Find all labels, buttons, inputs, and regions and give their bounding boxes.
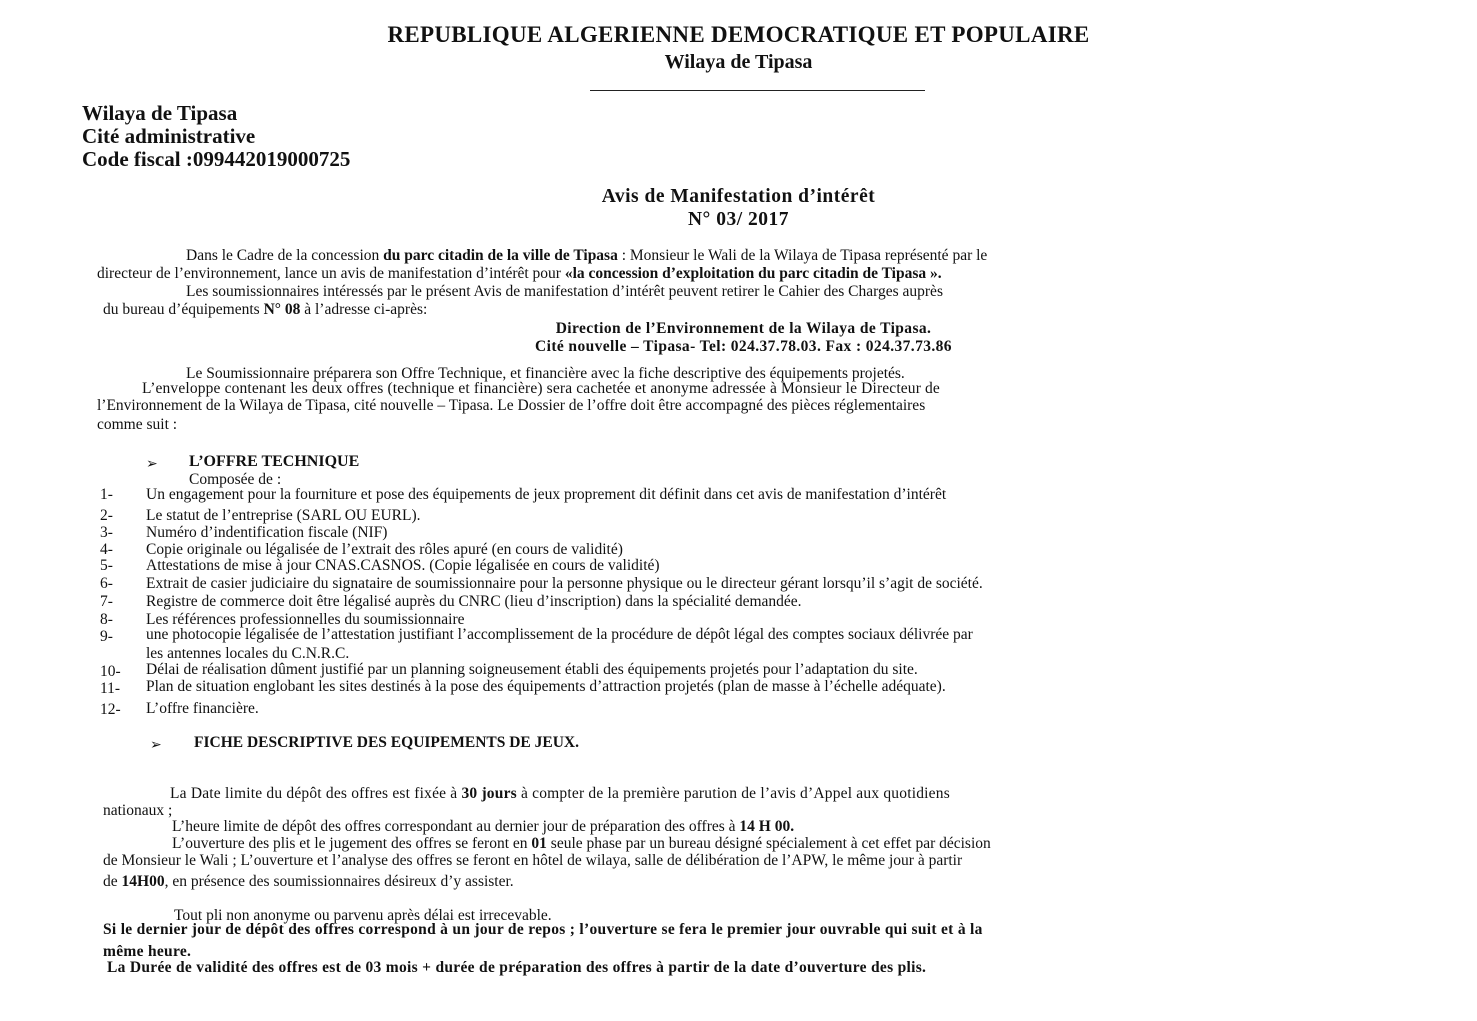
intro-text: Dans le Cadre de la concession (186, 247, 384, 264)
intro-line-2 (97, 265, 942, 283)
list-item: Plan de situation englobant les sites destinés à la pose des équipements d’attraction projetés (plan de masse à l’échelle adéquate). (146, 678, 946, 695)
list-item-number: 6- (100, 575, 113, 592)
closing-text: de (103, 873, 122, 890)
arrow-bullet-icon: ➢ (150, 738, 162, 753)
arrow-bullet-icon: ➢ (146, 457, 158, 472)
notice-number: N° 03/ 2017 (687, 209, 790, 230)
closing-text: La Date limite du dépôt des offres est fixée à (170, 785, 462, 802)
closing-text: à compter de la première parution de l’avis d’Appel aux quotidiens (516, 785, 950, 802)
opening-line-2: de Monsieur le Wali ; L’ouverture et l’analyse des offres se feront en hôtel de wilaya, salle de délibération de l’APW, le même jour à partir (103, 852, 963, 869)
list-item: Registre de commerce doit être légalisé auprès du CNRC (lieu d’inscription) dans la spécialité demandée. (146, 593, 802, 610)
header-divider (590, 90, 925, 91)
list-item: Les références professionnelles du soumissionnaire (146, 611, 465, 628)
list-item-number: 12- (100, 701, 121, 718)
list-item-number: 5- (100, 557, 113, 574)
deadline-hour-line (172, 818, 794, 836)
sender-cite: Cité administrative (82, 124, 256, 148)
intro-text: à l’adresse ci-après: (300, 301, 428, 318)
intro-line-1 (186, 247, 987, 265)
closing-text: , en présence des soumissionnaires désireux d’y assister. (164, 873, 514, 890)
intro-bold-text: «la concession d’exploitation du parc citadin de Tipasa ». (564, 265, 942, 282)
list-item: L’offre financière. (146, 700, 259, 717)
sender-code-fiscal: Code fiscal :099442019000725 (82, 147, 351, 171)
intro-line-7: l’Environnement de la Wilaya de Tipasa, cité nouvelle – Tipasa. Le Dossier de l’offre doit être accompagné des pièces réglementaires (97, 397, 926, 414)
intro-text: du bureau d’équipements (103, 301, 264, 318)
deadline-hour: 14 H 00. (739, 818, 795, 835)
validity-line: La Durée de validité des offres est de 03 mois + durée de préparation des offres à partir de la date d’ouverture des plis. (107, 959, 927, 976)
address-direction: Direction de l’Environnement de la Wilaya de Tipasa. (555, 320, 932, 337)
list-item: Le statut de l’entreprise (SARL OU EURL). (146, 507, 421, 524)
list-item-number: 4- (100, 541, 113, 558)
deadline-line-2: nationaux ; (103, 802, 173, 819)
address-contact: Cité nouvelle – Tipasa- Tel: 024.37.78.03. Fax : 024.37.73.86 (535, 338, 952, 355)
list-item-number: 2- (100, 507, 113, 524)
rest-day-line-2: même heure. (103, 943, 192, 960)
section-heading-fiche: FICHE DESCRIPTIVE DES EQUIPEMENTS DE JEUX. (194, 734, 579, 751)
phase-count: 01 (531, 835, 547, 852)
list-item-continuation: les antennes locales du C.N.R.C. (146, 645, 350, 662)
list-item-number: 11- (100, 680, 121, 697)
bureau-number: N° 08 (263, 301, 301, 318)
list-item: Extrait de casier judiciaire du signataire de soumissionnaire pour la personne physique ou le directeur gérant lorsqu’il s’agit de société. (146, 575, 983, 592)
intro-bold-text: du parc citadin de la ville de Tipasa (383, 247, 618, 264)
list-item-number: 9- (100, 628, 113, 645)
intro-line-6: L’enveloppe contenant les deux offres (technique et financière) sera cachetée et anonyme adressée à Monsieur le Directeur de (142, 380, 940, 397)
list-item-number: 1- (100, 486, 113, 503)
rest-day-line-1: Si le dernier jour de dépôt des offres correspond à un jour de repos ; l’ouverture se fera le premier jour ouvrable qui suit et à la (103, 921, 983, 938)
list-item-number: 10- (100, 663, 121, 680)
republic-heading: REPUBLIQUE ALGERIENNE DEMOCRATIQUE ET POPULAIRE (387, 22, 1090, 47)
intro-line-5: Le Soumissionnaire préparera son Offre Technique, et financière avec la fiche descriptive des équipements projetés. (186, 365, 905, 382)
closing-text: L’ouverture des plis et le jugement des offres se feront en (172, 835, 532, 852)
opening-line-1 (172, 835, 991, 853)
closing-text: seule phase par un bureau désigné spécialement à cet effet par décision (546, 835, 991, 852)
list-item-number: 3- (100, 524, 113, 541)
irrecevable-line: Tout pli non anonyme ou parvenu après délai est irrecevable. (174, 907, 552, 924)
wilaya-heading: Wilaya de Tipasa (664, 51, 813, 73)
list-item: Numéro d’indentification fiscale (NIF) (146, 524, 388, 541)
list-item-number: 8- (100, 611, 113, 628)
intro-line-4 (103, 301, 427, 319)
list-item: Délai de réalisation dûment justifié par un planning soigneusement établi des équipements projetés pour l’adaptation du site. (146, 661, 918, 678)
intro-text: directeur de l’environnement, lance un avis de manifestation d’intérêt pour (97, 265, 565, 282)
list-item-number: 7- (100, 593, 113, 610)
intro-line-8: comme suit : (97, 416, 178, 433)
opening-hour: 14H00 (121, 873, 165, 890)
intro-line-3: Les soumissionnaires intéressés par le présent Avis de manifestation d’intérêt peuvent retirer le Cahier des Charges auprès (186, 283, 943, 300)
list-item: Copie originale ou légalisée de l’extrait des rôles apuré (en cours de validité) (146, 541, 623, 558)
list-item: une photocopie légalisée de l’attestation justifiant l’accomplissement de la procédure de dépôt légal des comptes sociaux délivrée par (146, 626, 973, 643)
intro-text: : Monsieur le Wali de la Wilaya de Tipasa représenté par le (617, 247, 988, 264)
notice-title: Avis de Manifestation d’intérêt (601, 186, 876, 207)
list-item: Un engagement pour la fourniture et pose des équipements de jeux proprement dit définit dans cet avis de manifestation d’intérêt (146, 486, 947, 503)
section-sub-composee: Composée de : (189, 471, 282, 488)
closing-text: L’heure limite de dépôt des offres correspondant au dernier jour de préparation des offres à (172, 818, 740, 835)
sender-wilaya: Wilaya de Tipasa (82, 101, 238, 125)
section-heading-technique: L’OFFRE TECHNIQUE (189, 453, 360, 470)
deadline-line-1 (170, 785, 950, 803)
deadline-days: 30 jours (461, 785, 517, 802)
opening-line-3 (103, 873, 514, 891)
list-item: Attestations de mise à jour CNAS.CASNOS. (Copie légalisée en cours de validité) (146, 557, 660, 574)
